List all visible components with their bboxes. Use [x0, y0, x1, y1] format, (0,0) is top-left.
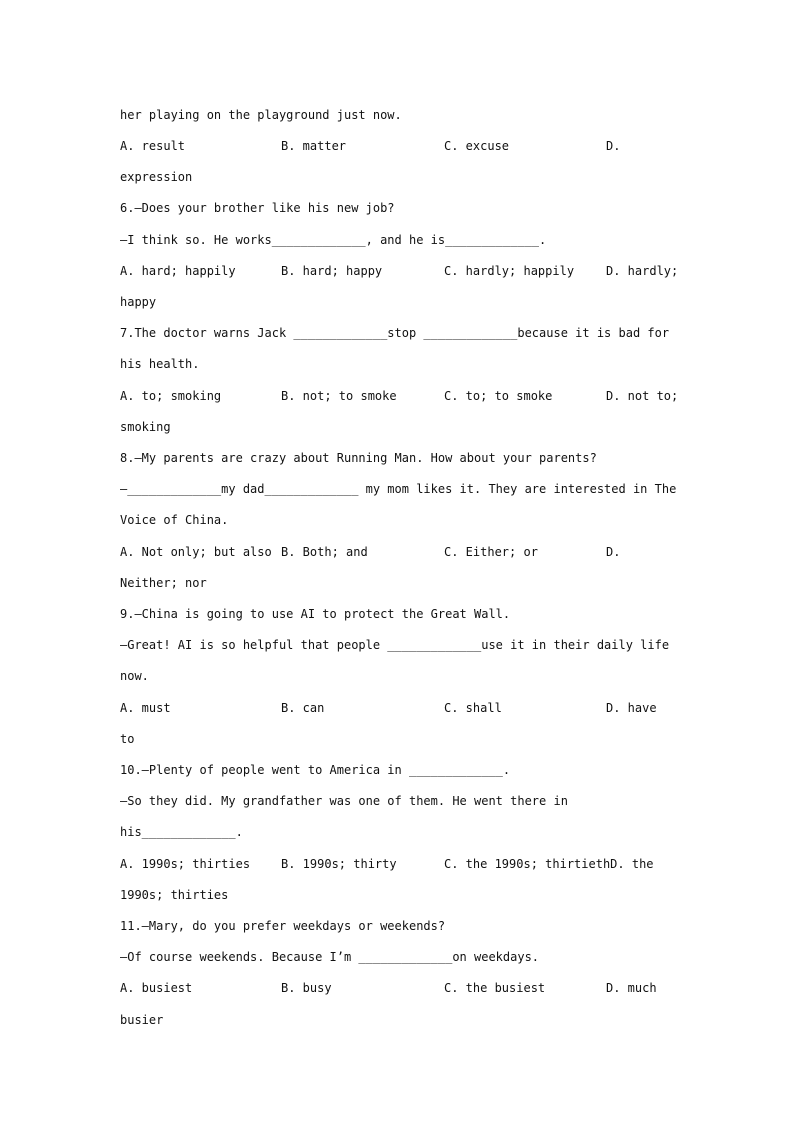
q8-option-b: B. Both; and — [281, 545, 368, 559]
q6-option-d-wrap: happy — [120, 295, 157, 309]
question-10-response-wrap: his_____________. — [120, 825, 243, 839]
q8-option-c: C. Either; or — [444, 545, 538, 559]
q5-option-b: B. matter — [281, 139, 347, 153]
q6-option-b: B. hard; happy — [281, 264, 383, 278]
question-9-response-wrap: now. — [120, 669, 149, 683]
q5-option-d-wrap: expression — [120, 170, 193, 184]
q8-option-a: A. Not only; but also — [120, 545, 272, 559]
q7-option-c: C. to; to smoke — [444, 389, 553, 403]
question-6-response: —I think so. He works_____________, and he is_____________. — [120, 233, 547, 247]
q10-option-a: A. 1990s; thirties — [120, 857, 251, 871]
q7-option-a: A. to; smoking — [120, 389, 222, 403]
q9-option-d-wrap: to — [120, 732, 135, 746]
q9-option-b: B. can — [281, 701, 325, 715]
question-8-response-wrap: Voice of China. — [120, 513, 229, 527]
q10-option-b: B. 1990s; thirty — [281, 857, 397, 871]
question-8-prompt: 8.—My parents are crazy about Running Man. How about your parents? — [120, 451, 597, 465]
question-6-prompt: 6.—Does your brother like his new job? — [120, 201, 395, 215]
q11-option-c: C. the busiest — [444, 981, 546, 995]
q9-option-a: A. must — [120, 701, 171, 715]
question-10-prompt: 10.—Plenty of people went to America in _____________. — [120, 763, 511, 777]
q5-option-a: A. result — [120, 139, 186, 153]
q8-option-d-wrap: Neither; nor — [120, 576, 207, 590]
question-7-prompt-wrap: his health. — [120, 357, 200, 371]
q11-option-d-wrap: busier — [120, 1013, 164, 1027]
question-5-text-tail: her playing on the playground just now. — [120, 108, 402, 122]
q6-option-d: D. hardly; — [606, 264, 679, 278]
q6-option-c: C. hardly; happily — [444, 264, 575, 278]
q5-option-c: C. excuse — [444, 139, 510, 153]
q7-option-d: D. not to; — [606, 389, 679, 403]
q11-option-a: A. busiest — [120, 981, 193, 995]
q11-option-b: B. busy — [281, 981, 332, 995]
q6-option-a: A. hard; happily — [120, 264, 236, 278]
q8-option-d: D. — [606, 545, 621, 559]
question-8-response: —_____________my dad_____________ my mom likes it. They are interested in The — [120, 482, 677, 496]
question-9-response: —Great! AI is so helpful that people _____________use it in their daily life — [120, 638, 670, 652]
q9-option-d: D. have — [606, 701, 657, 715]
q7-option-b: B. not; to smoke — [281, 389, 397, 403]
q5-option-d: D. — [606, 139, 621, 153]
question-7-prompt: 7.The doctor warns Jack _____________stop _____________because it is bad for — [120, 326, 670, 340]
question-9-prompt: 9.—China is going to use AI to protect the Great Wall. — [120, 607, 511, 621]
question-11-response: —Of course weekends. Because I’m _____________on weekdays. — [120, 950, 540, 964]
question-10-response: —So they did. My grandfather was one of them. He went there in — [120, 794, 568, 808]
q11-option-d: D. much — [606, 981, 657, 995]
q7-option-d-wrap: smoking — [120, 420, 171, 434]
q9-option-c: C. shall — [444, 701, 502, 715]
q10-option-d-wrap: 1990s; thirties — [120, 888, 229, 902]
question-11-prompt: 11.—Mary, do you prefer weekdays or weekends? — [120, 919, 446, 933]
q10-option-c-d: C. the 1990s; thirtiethD. the — [444, 857, 654, 871]
